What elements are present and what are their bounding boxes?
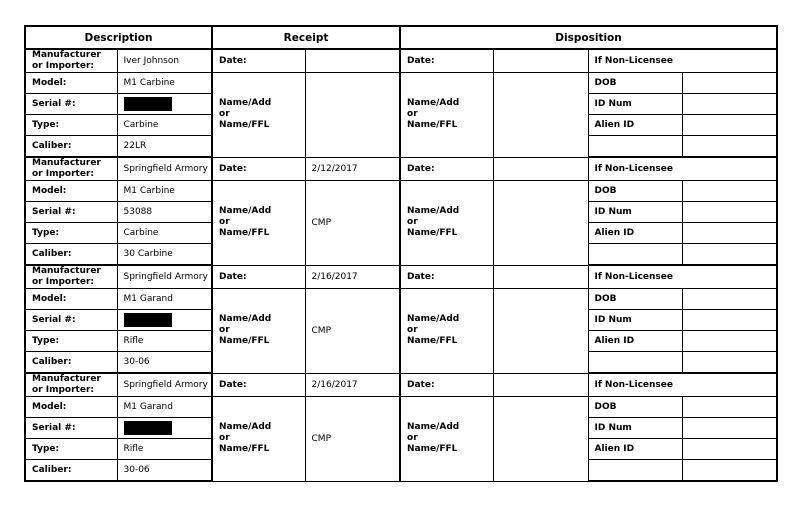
manufacturer-row — [25, 49, 777, 73]
if-non-licensee-label: If Non-Licensee — [588, 265, 777, 289]
manufacturer-field[interactable]: Springfield Armory — [117, 265, 212, 289]
serial-field[interactable] — [117, 94, 212, 115]
extra-field-value[interactable] — [682, 460, 777, 482]
disposition-date-label: Date: — [400, 157, 493, 181]
serial-label: Serial #: — [25, 310, 117, 331]
receipt-name-label: Name/Add or Name/FFL — [212, 289, 305, 374]
serial-redaction — [124, 97, 172, 111]
alien-id-label: Alien ID — [588, 439, 682, 460]
receipt-name-label: Name/Add or Name/FFL — [212, 397, 305, 482]
acquisition-disposition-form — [24, 25, 776, 482]
receipt-date-field[interactable] — [305, 49, 400, 73]
model-label: Model: — [25, 289, 117, 310]
type-field[interactable]: Carbine — [117, 115, 212, 136]
alien-id-label: Alien ID — [588, 223, 682, 244]
receipt-name-field[interactable] — [305, 73, 400, 158]
disposition-name-label: Name/Add or Name/FFL — [400, 181, 493, 266]
alien-id-label: Alien ID — [588, 115, 682, 136]
manufacturer-row — [25, 157, 777, 181]
if-non-licensee-label: If Non-Licensee — [588, 373, 777, 397]
type-field[interactable]: Carbine — [117, 223, 212, 244]
receipt-name-label: Name/Add or Name/FFL — [212, 73, 305, 158]
alien-id-field[interactable] — [682, 331, 777, 352]
alien-id-field[interactable] — [682, 439, 777, 460]
manufacturer-field[interactable]: Iver Johnson — [117, 49, 212, 73]
manufacturer-field[interactable]: Springfield Armory — [117, 157, 212, 181]
manufacturer-label: Manufacturer or Importer: — [25, 265, 117, 289]
caliber-label: Caliber: — [25, 244, 117, 266]
type-field[interactable]: Rifle — [117, 331, 212, 352]
id-num-field[interactable] — [682, 310, 777, 331]
description-header: Description — [25, 26, 212, 49]
serial-field[interactable] — [117, 310, 212, 331]
dob-field[interactable] — [682, 181, 777, 202]
id-num-label: ID Num — [588, 94, 682, 115]
model-label: Model: — [25, 397, 117, 418]
alien-id-field[interactable] — [682, 115, 777, 136]
receipt-date-label: Date: — [212, 157, 305, 181]
serial-label: Serial #: — [25, 94, 117, 115]
receipt-date-label: Date: — [212, 373, 305, 397]
disposition-date-field[interactable] — [493, 49, 588, 73]
record-table — [24, 25, 778, 482]
if-non-licensee-label: If Non-Licensee — [588, 49, 777, 73]
alien-id-field[interactable] — [682, 223, 777, 244]
model-field[interactable]: M1 Garand — [117, 397, 212, 418]
disposition-name-field[interactable] — [493, 289, 588, 374]
model-label: Model: — [25, 181, 117, 202]
id-num-field[interactable] — [682, 202, 777, 223]
serial-redaction — [124, 313, 172, 327]
dob-label: DOB — [588, 73, 682, 94]
type-label: Type: — [25, 115, 117, 136]
if-non-licensee-label: If Non-Licensee — [588, 157, 777, 181]
disposition-date-label: Date: — [400, 265, 493, 289]
type-label: Type: — [25, 439, 117, 460]
id-num-label: ID Num — [588, 418, 682, 439]
manufacturer-label: Manufacturer or Importer: — [25, 373, 117, 397]
id-num-label: ID Num — [588, 202, 682, 223]
id-num-label: ID Num — [588, 310, 682, 331]
serial-label: Serial #: — [25, 418, 117, 439]
model-field[interactable]: M1 Garand — [117, 289, 212, 310]
dob-field[interactable] — [682, 73, 777, 94]
manufacturer-field[interactable]: Springfield Armory — [117, 373, 212, 397]
receipt-date-field[interactable]: 2/16/2017 — [305, 373, 400, 397]
model-row — [25, 181, 777, 202]
disposition-date-field[interactable] — [493, 373, 588, 397]
manufacturer-label: Manufacturer or Importer: — [25, 157, 117, 181]
header-row — [25, 26, 777, 49]
disposition-date-label: Date: — [400, 49, 493, 73]
extra-field[interactable] — [588, 352, 682, 374]
dob-field[interactable] — [682, 289, 777, 310]
id-num-field[interactable] — [682, 94, 777, 115]
manufacturer-row — [25, 265, 777, 289]
receipt-date-label: Date: — [212, 265, 305, 289]
disposition-name-label: Name/Add or Name/FFL — [400, 397, 493, 482]
manufacturer-label: Manufacturer or Importer: — [25, 49, 117, 73]
disposition-header: Disposition — [400, 26, 777, 49]
disposition-date-label: Date: — [400, 373, 493, 397]
dob-field[interactable] — [682, 397, 777, 418]
model-row — [25, 397, 777, 418]
model-row — [25, 73, 777, 94]
serial-value: 53088 — [123, 207, 153, 217]
caliber-label: Caliber: — [25, 136, 117, 158]
type-label: Type: — [25, 331, 117, 352]
type-field[interactable]: Rifle — [117, 439, 212, 460]
receipt-date-field[interactable]: 2/16/2017 — [305, 265, 400, 289]
alien-id-label: Alien ID — [588, 331, 682, 352]
model-row — [25, 289, 777, 310]
receipt-date-field[interactable]: 2/12/2017 — [305, 157, 400, 181]
caliber-label: Caliber: — [25, 460, 117, 482]
receipt-name-field[interactable]: CMP — [305, 397, 400, 482]
caliber-field[interactable]: 30-06 — [117, 460, 212, 482]
extra-field-value[interactable] — [682, 136, 777, 158]
disposition-name-label: Name/Add or Name/FFL — [400, 289, 493, 374]
caliber-field[interactable]: 22LR — [117, 136, 212, 158]
disposition-name-field[interactable] — [493, 181, 588, 266]
dob-label: DOB — [588, 181, 682, 202]
model-field[interactable]: M1 Carbine — [117, 181, 212, 202]
caliber-label: Caliber: — [25, 352, 117, 374]
disposition-date-field[interactable] — [493, 265, 588, 289]
extra-field[interactable] — [588, 244, 682, 266]
extra-field[interactable] — [588, 460, 682, 482]
model-label: Model: — [25, 73, 117, 94]
extra-field-value[interactable] — [682, 352, 777, 374]
model-field[interactable]: M1 Carbine — [117, 73, 212, 94]
receipt-date-label: Date: — [212, 49, 305, 73]
disposition-name-field[interactable] — [493, 397, 588, 482]
receipt-name-field[interactable]: CMP — [305, 181, 400, 266]
dob-label: DOB — [588, 289, 682, 310]
receipt-name-label: Name/Add or Name/FFL — [212, 181, 305, 266]
extra-field-value[interactable] — [682, 244, 777, 266]
disposition-date-field[interactable] — [493, 157, 588, 181]
extra-field[interactable] — [588, 136, 682, 158]
id-num-field[interactable] — [682, 418, 777, 439]
caliber-field[interactable]: 30 Carbine — [117, 244, 212, 266]
receipt-name-field[interactable]: CMP — [305, 289, 400, 374]
manufacturer-row — [25, 373, 777, 397]
caliber-field[interactable]: 30-06 — [117, 352, 212, 374]
disposition-name-field[interactable] — [493, 73, 588, 158]
type-label: Type: — [25, 223, 117, 244]
disposition-name-label: Name/Add or Name/FFL — [400, 73, 493, 158]
dob-label: DOB — [588, 397, 682, 418]
serial-redaction — [124, 421, 172, 435]
serial-field[interactable] — [117, 202, 212, 223]
serial-label: Serial #: — [25, 202, 117, 223]
receipt-header: Receipt — [212, 26, 400, 49]
serial-field[interactable] — [117, 418, 212, 439]
